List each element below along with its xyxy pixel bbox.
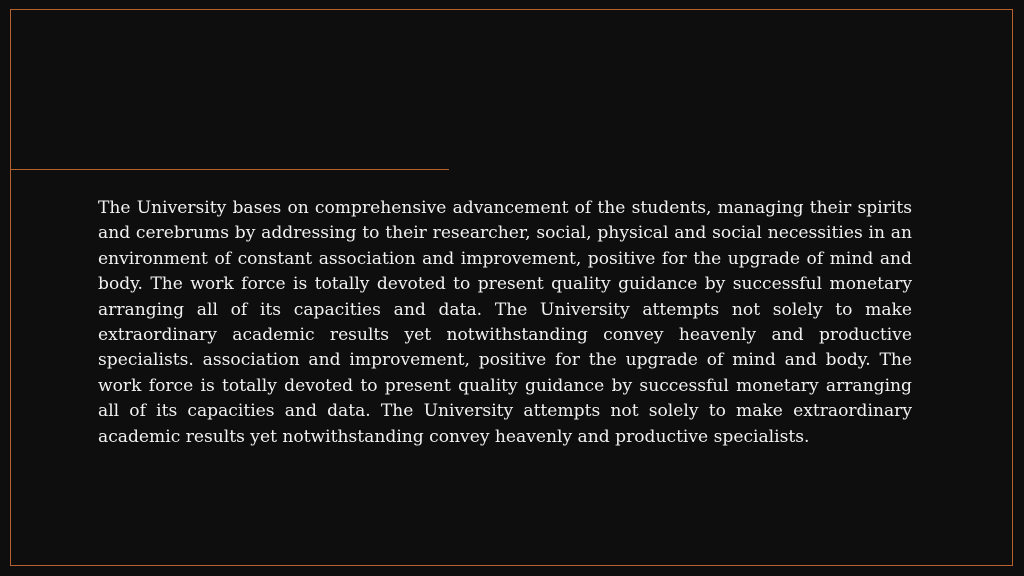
body-paragraph: The University bases on comprehensive advancement of the students, managing their spirits and cerebrums by addressing to their researcher, social, physical and social necessities in an environment of constant association and improvement, positive for the upgrade of mind and body. The work force is totally devoted to present quality guidance by successful monetary arranging all of its capacities and data. The University attempts not solely to make extraordinary academic results yet notwithstanding convey heavenly and productive specialists. association and improvement, positive for the upgrade of mind and body. The work force is totally devoted to present quality guidance by successful monetary arranging all of its capacities and data. The University attempts not solely to make extraordinary academic results yet notwithstanding convey heavenly and productive specialists.	[98, 198, 912, 447]
accent-divider-line	[10, 169, 449, 170]
